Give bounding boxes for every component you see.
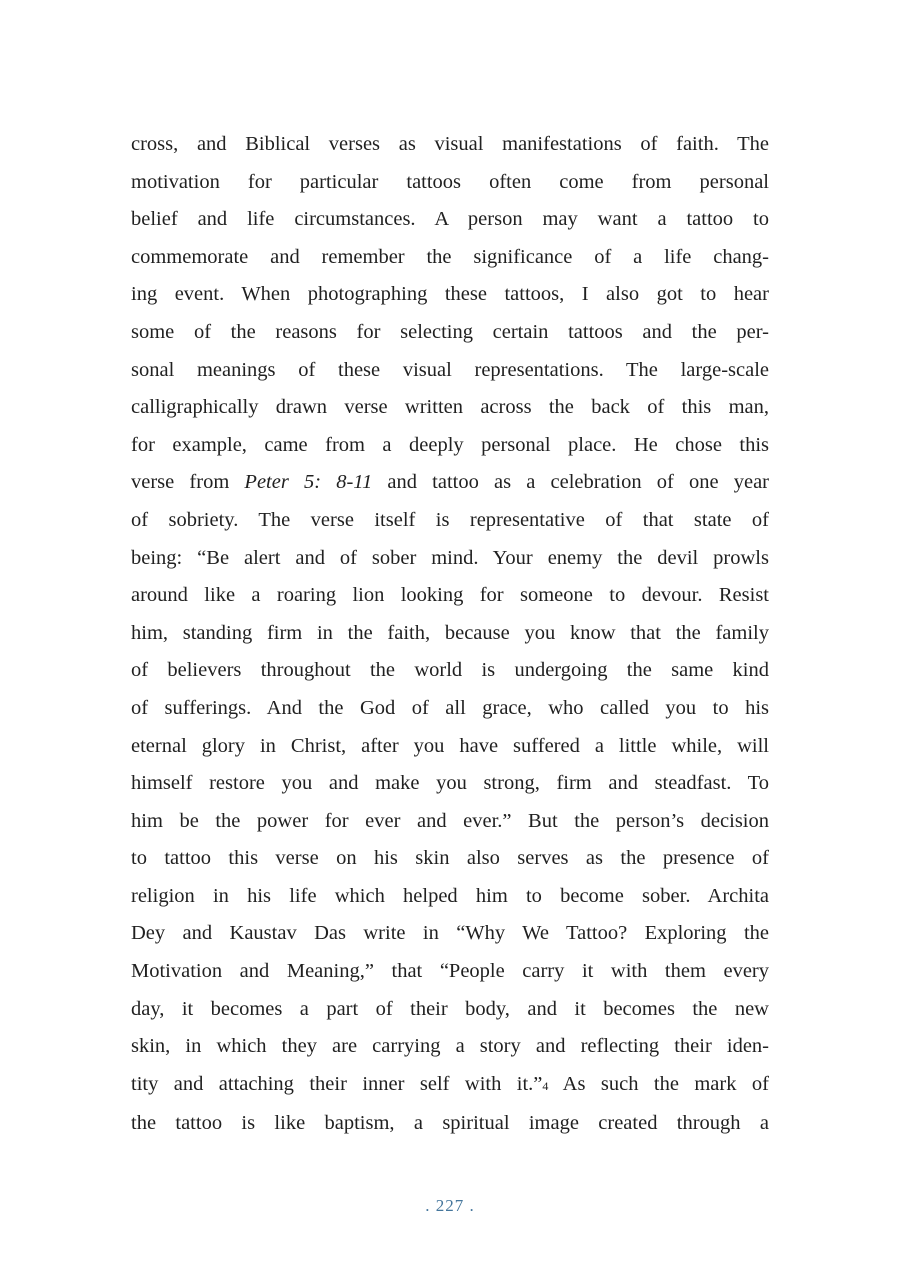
text-line	[131, 1066, 769, 1106]
text-segment: of believers throughout the world is undergoing the same kind	[131, 659, 769, 682]
text-line	[131, 615, 769, 653]
text-segment: sonal meanings of these visual representations. The large-scale	[131, 358, 769, 381]
text-line	[131, 652, 769, 690]
text-segment: him be the power for ever and ever.” But the person’s decision	[131, 809, 769, 832]
text-line	[131, 953, 769, 991]
text-segment: As such the mark of	[548, 1072, 769, 1095]
text-segment: of sufferings. And the God of all grace, who called you to his	[131, 696, 769, 719]
page-number: . 227 .	[425, 1196, 475, 1215]
text-segment: for example, came from a deeply personal place. He chose this	[131, 433, 769, 456]
text-segment: commemorate and remember the significance of a life chang-	[131, 245, 769, 268]
text-segment: to tattoo this verse on his skin also serves as the presence of	[131, 847, 769, 870]
text-line	[131, 352, 769, 390]
text-line	[131, 540, 769, 578]
text-line	[131, 1105, 769, 1143]
text-segment: cross, and Biblical verses as visual manifestations of faith. The	[131, 133, 769, 155]
text-segment: the tattoo is like baptism, a spiritual image created through a	[131, 1112, 769, 1135]
text-line	[131, 915, 769, 953]
text-line	[131, 878, 769, 916]
citation-text: Peter 5: 8-11	[244, 471, 373, 494]
footnote-marker: 4	[542, 1078, 549, 1093]
text-line	[131, 427, 769, 465]
text-line	[131, 991, 769, 1029]
text-segment: Motivation and Meaning,” that “People carry it with them every	[131, 960, 769, 983]
text-line	[131, 577, 769, 615]
text-line	[131, 314, 769, 352]
text-segment: of sobriety. The verse itself is representative of that state of	[131, 508, 769, 531]
text-line	[131, 803, 769, 841]
text-segment: religion in his life which helped him to become sober. Archita	[131, 884, 769, 907]
text-line	[131, 126, 769, 164]
text-segment: around like a roaring lion looking for someone to devour. Resist	[131, 584, 769, 607]
text-segment: himself restore you and make you strong, firm and steadfast. To	[131, 772, 769, 795]
text-segment: motivation for particular tattoos often come from personal	[131, 170, 769, 193]
text-segment: ing event. When photographing these tattoos, I also got to hear	[131, 283, 769, 306]
text-line	[131, 765, 769, 803]
text-line	[131, 239, 769, 277]
text-segment: calligraphically drawn verse written across the back of this man,	[131, 396, 769, 419]
text-line	[131, 276, 769, 314]
text-segment: eternal glory in Christ, after you have suffered a little while, will	[131, 734, 769, 757]
text-line	[131, 164, 769, 202]
text-segment: some of the reasons for selecting certain tattoos and the per-	[131, 320, 769, 343]
page-footer	[0, 1196, 900, 1216]
text-line	[131, 728, 769, 766]
text-line	[131, 840, 769, 878]
text-line	[131, 1028, 769, 1066]
text-segment: tity and attaching their inner self with it.”	[131, 1072, 543, 1095]
text-segment: Dey and Kaustav Das write in “Why We Tattoo? Exploring the	[131, 922, 769, 945]
text-segment: him, standing firm in the faith, because you know that the family	[131, 621, 769, 644]
text-line	[131, 201, 769, 239]
text-segment: being: “Be alert and of sober mind. Your enemy the devil prowls	[131, 546, 769, 569]
text-line	[131, 389, 769, 427]
body-text	[131, 126, 769, 1143]
text-line	[131, 464, 769, 502]
text-segment: day, it becomes a part of their body, and it becomes the new	[131, 997, 769, 1020]
text-segment: and tattoo as a celebration of one year	[372, 471, 769, 494]
text-segment: verse from	[131, 471, 245, 494]
text-line	[131, 502, 769, 540]
text-line	[131, 690, 769, 728]
text-segment: belief and life circumstances. A person may want a tattoo to	[131, 208, 769, 231]
text-segment: skin, in which they are carrying a story and reflecting their iden-	[131, 1035, 769, 1058]
